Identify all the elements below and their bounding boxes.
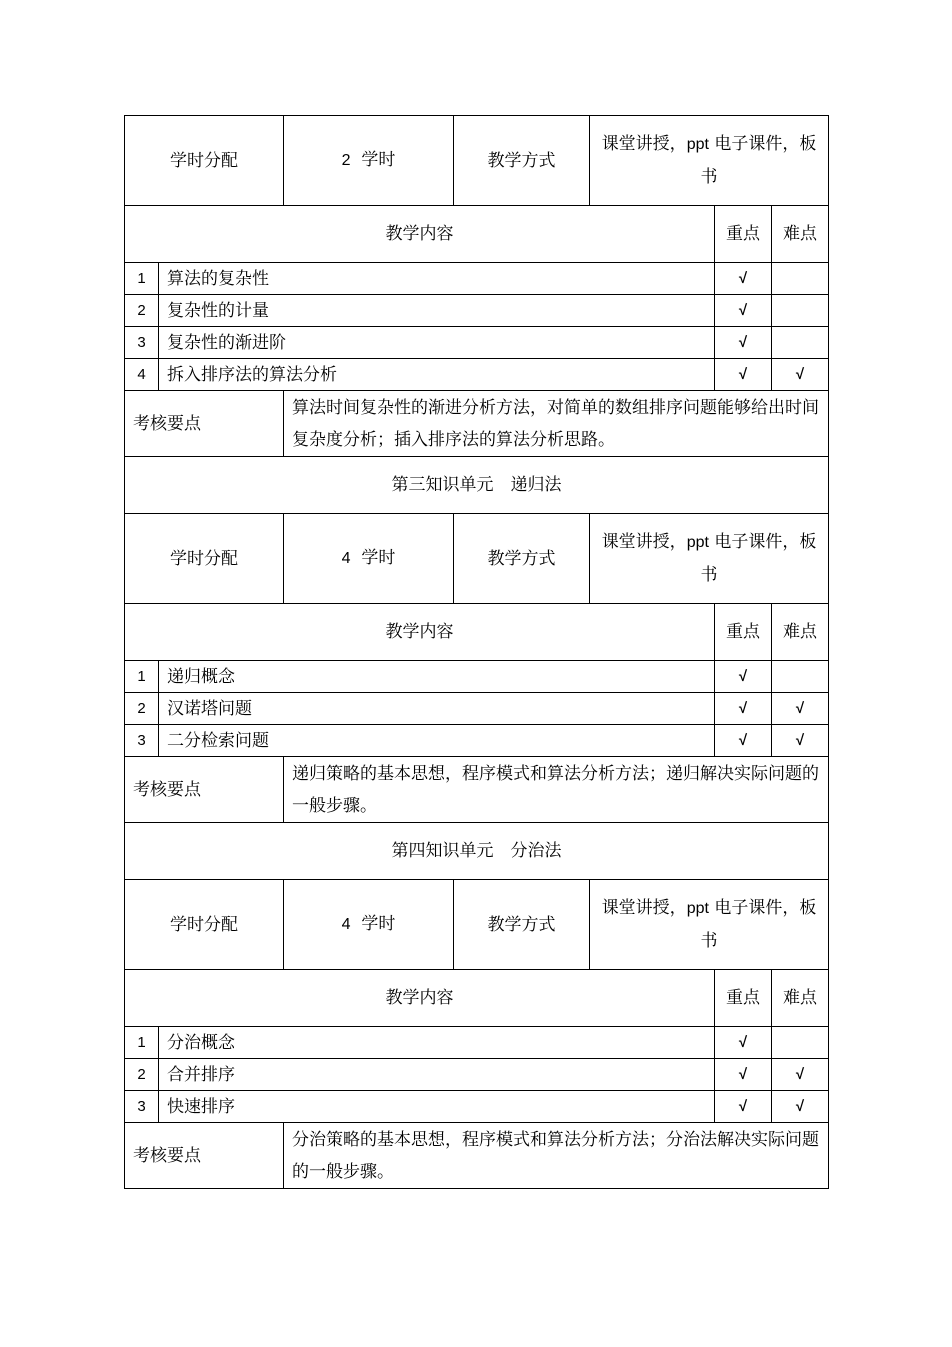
content-item-row: [125, 327, 829, 359]
key-check-mark: √: [715, 1027, 772, 1059]
unit-title-row: [125, 823, 829, 880]
hours-value: [284, 880, 454, 970]
item-number: 3: [125, 725, 159, 757]
exam-label: 考核要点: [125, 1123, 284, 1189]
item-text: 递归概念: [159, 661, 715, 693]
content-item-row: [125, 661, 829, 693]
key-check-mark: √: [715, 661, 772, 693]
item-text: 复杂性的渐进阶: [159, 327, 715, 359]
item-text: 合并排序: [159, 1059, 715, 1091]
key-check-mark: √: [715, 295, 772, 327]
exam-points-row: [125, 757, 829, 823]
key-header: 重点: [715, 970, 772, 1027]
hours-value: [284, 116, 454, 206]
hours-number: 4: [341, 916, 351, 933]
method-suffix: 电子课件，板书: [700, 898, 817, 951]
key-check-mark: √: [715, 359, 772, 391]
difficult-check-mark: √: [772, 1091, 829, 1123]
unit-title-row: [125, 457, 829, 514]
item-text: 汉诺塔问题: [159, 693, 715, 725]
difficult-check-mark: √: [772, 1059, 829, 1091]
hours-number: 2: [341, 152, 351, 169]
difficult-check-mark: [772, 295, 829, 327]
method-value: [590, 514, 829, 604]
content-header-row: [125, 604, 829, 661]
key-check-mark: √: [715, 1091, 772, 1123]
difficult-header: 难点: [772, 604, 829, 661]
content-item-row: [125, 1027, 829, 1059]
unit-title: 第三知识单元 递归法: [125, 457, 829, 514]
item-number: 2: [125, 1059, 159, 1091]
hours-unit: 学时: [361, 914, 396, 934]
hours-method-row: [125, 880, 829, 970]
hours-number: 4: [341, 550, 351, 567]
difficult-check-mark: [772, 327, 829, 359]
method-value: [590, 116, 829, 206]
item-number: 2: [125, 295, 159, 327]
method-suffix: 电子课件，板书: [700, 532, 817, 585]
item-number: 3: [125, 1091, 159, 1123]
exam-text: 递归策略的基本思想，程序模式和算法分析方法；递归解决实际问题的一般步骤。: [284, 757, 829, 823]
item-text: 算法的复杂性: [159, 263, 715, 295]
item-number: 2: [125, 693, 159, 725]
content-item-row: [125, 1091, 829, 1123]
method-ppt: ppt: [686, 136, 709, 153]
hours-method-row: [125, 514, 829, 604]
difficult-check-mark: √: [772, 725, 829, 757]
key-header: 重点: [715, 206, 772, 263]
item-text: 分治概念: [159, 1027, 715, 1059]
content-item-row: [125, 1059, 829, 1091]
exam-text: 算法时间复杂性的渐进分析方法，对简单的数组排序问题能够给出时间复杂度分析；插入排序法的算法分析思路。: [284, 391, 829, 457]
key-header: 重点: [715, 604, 772, 661]
content-item-row: [125, 295, 829, 327]
item-number: 1: [125, 263, 159, 295]
hours-label: 学时分配: [125, 116, 284, 206]
difficult-check-mark: √: [772, 693, 829, 725]
content-item-row: [125, 725, 829, 757]
content-item-row: [125, 263, 829, 295]
hours-unit: 学时: [361, 548, 396, 568]
method-ppt: ppt: [686, 900, 709, 917]
method-value: [590, 880, 829, 970]
method-label: 教学方式: [454, 514, 590, 604]
content-item-row: [125, 693, 829, 725]
difficult-check-mark: √: [772, 359, 829, 391]
method-label: 教学方式: [454, 880, 590, 970]
item-text: 复杂性的计量: [159, 295, 715, 327]
difficult-header: 难点: [772, 970, 829, 1027]
hours-unit: 学时: [361, 150, 396, 170]
hours-method-row: [125, 116, 829, 206]
hours-label: 学时分配: [125, 514, 284, 604]
exam-text: 分治策略的基本思想，程序模式和算法分析方法；分治法解决实际问题的一般步骤。: [284, 1123, 829, 1189]
exam-label: 考核要点: [125, 757, 284, 823]
method-ppt: ppt: [686, 534, 709, 551]
key-check-mark: √: [715, 693, 772, 725]
key-check-mark: √: [715, 1059, 772, 1091]
exam-points-row: [125, 391, 829, 457]
item-number: 3: [125, 327, 159, 359]
unit-title: 第四知识单元 分治法: [125, 823, 829, 880]
content-header-row: [125, 206, 829, 263]
hours-value: [284, 514, 454, 604]
difficult-header: 难点: [772, 206, 829, 263]
difficult-check-mark: [772, 1027, 829, 1059]
content-header: 教学内容: [125, 604, 715, 661]
item-number: 1: [125, 1027, 159, 1059]
key-check-mark: √: [715, 327, 772, 359]
item-text: 二分检索问题: [159, 725, 715, 757]
syllabus-document: [124, 115, 828, 1189]
method-label: 教学方式: [454, 116, 590, 206]
content-header-row: [125, 970, 829, 1027]
difficult-check-mark: [772, 661, 829, 693]
item-text: 拆入排序法的算法分析: [159, 359, 715, 391]
content-header: 教学内容: [125, 970, 715, 1027]
syllabus-table: [124, 115, 829, 1189]
content-item-row: [125, 359, 829, 391]
exam-points-row: [125, 1123, 829, 1189]
method-prefix: 课堂讲授，: [601, 532, 687, 552]
exam-label: 考核要点: [125, 391, 284, 457]
content-header: 教学内容: [125, 206, 715, 263]
key-check-mark: √: [715, 725, 772, 757]
item-text: 快速排序: [159, 1091, 715, 1123]
hours-label: 学时分配: [125, 880, 284, 970]
item-number: 1: [125, 661, 159, 693]
method-prefix: 课堂讲授，: [601, 898, 687, 918]
difficult-check-mark: [772, 263, 829, 295]
method-suffix: 电子课件，板书: [700, 134, 817, 187]
method-prefix: 课堂讲授，: [601, 134, 687, 154]
key-check-mark: √: [715, 263, 772, 295]
item-number: 4: [125, 359, 159, 391]
